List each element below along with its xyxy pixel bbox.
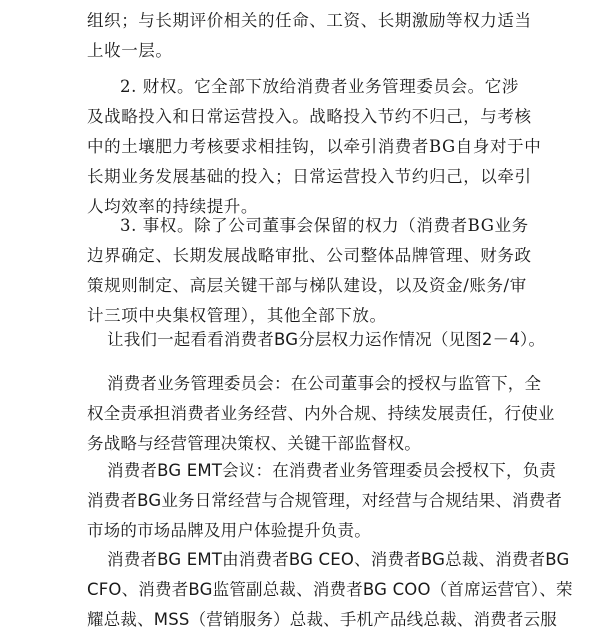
text-line: 让我们一起看看消费者BG分层权力运作情况（见图2－4）。 [107,330,546,349]
text-line: 人均效率的持续提升。 [87,197,258,216]
text-line: 务战略与经营管理决策权、关键干部监督权。 [87,434,421,453]
text-line: 边界确定、长期发展战略审批、公司整体品牌管理、财务政 [87,246,532,265]
text-line: 中的土壤肥力考核要求相挂钩，以牵引消费者BG自身对于中 [87,137,542,156]
text-line: 权全责承担消费者业务经营、内外合规、持续发展责任，行使业 [87,404,555,423]
paragraph-affairs-power [87,211,543,331]
text-line: 长期业务发展基础的投入；日常运营投入节约归己，以牵引 [87,167,532,186]
text-line: 组织；与长期评价相关的任命、工资、长期激励等权力适当 [87,11,532,30]
paragraph-intro [87,325,546,355]
text-line: 3. 事权。除了公司董事会保留的权力（消费者BG业务 [120,216,529,235]
paragraph-emt-meeting [87,456,563,546]
text-line: 消费者BG EMT会议：在消费者业务管理委员会授权下，负责 [107,461,557,480]
text-line: 市场的市场品牌及用户体验提升负责。 [87,521,371,540]
text-line: 消费者业务管理委员会：在公司董事会的授权与监管下，全 [107,374,542,393]
text-line: 耀总裁、MSS（营销服务）总裁、手机产品线总裁、消费者云服 [87,610,557,629]
text-line: 2. 财权。它全部下放给消费者业务管理委员会。它涉 [120,77,519,96]
text-line: 上收一层。 [87,41,173,60]
text-line: 消费者BG EMT由消费者BG CEO、消费者BG总裁、消费者BG [107,550,570,569]
paragraph-finance-power [87,72,543,222]
paragraph-continuation [87,6,543,66]
text-line: 消费者BG业务日常经营与合规管理，对经营与合规结果、消费者 [87,491,563,510]
text-line: 策规则制定、高层关键干部与梯队建设，以及资金/账务/审 [87,276,527,295]
paragraph-consumer-committee [87,369,555,459]
text-line: 及战略投入和日常运营投入。战略投入节约不归己，与考核 [87,107,532,126]
paragraph-emt-members [87,545,573,635]
text-line: CFO、消费者BG监管副总裁、消费者BG COO（首席运营官）、荣 [87,580,573,599]
text-line: 计三项中央集权管理），其他全部下放。 [87,306,387,325]
